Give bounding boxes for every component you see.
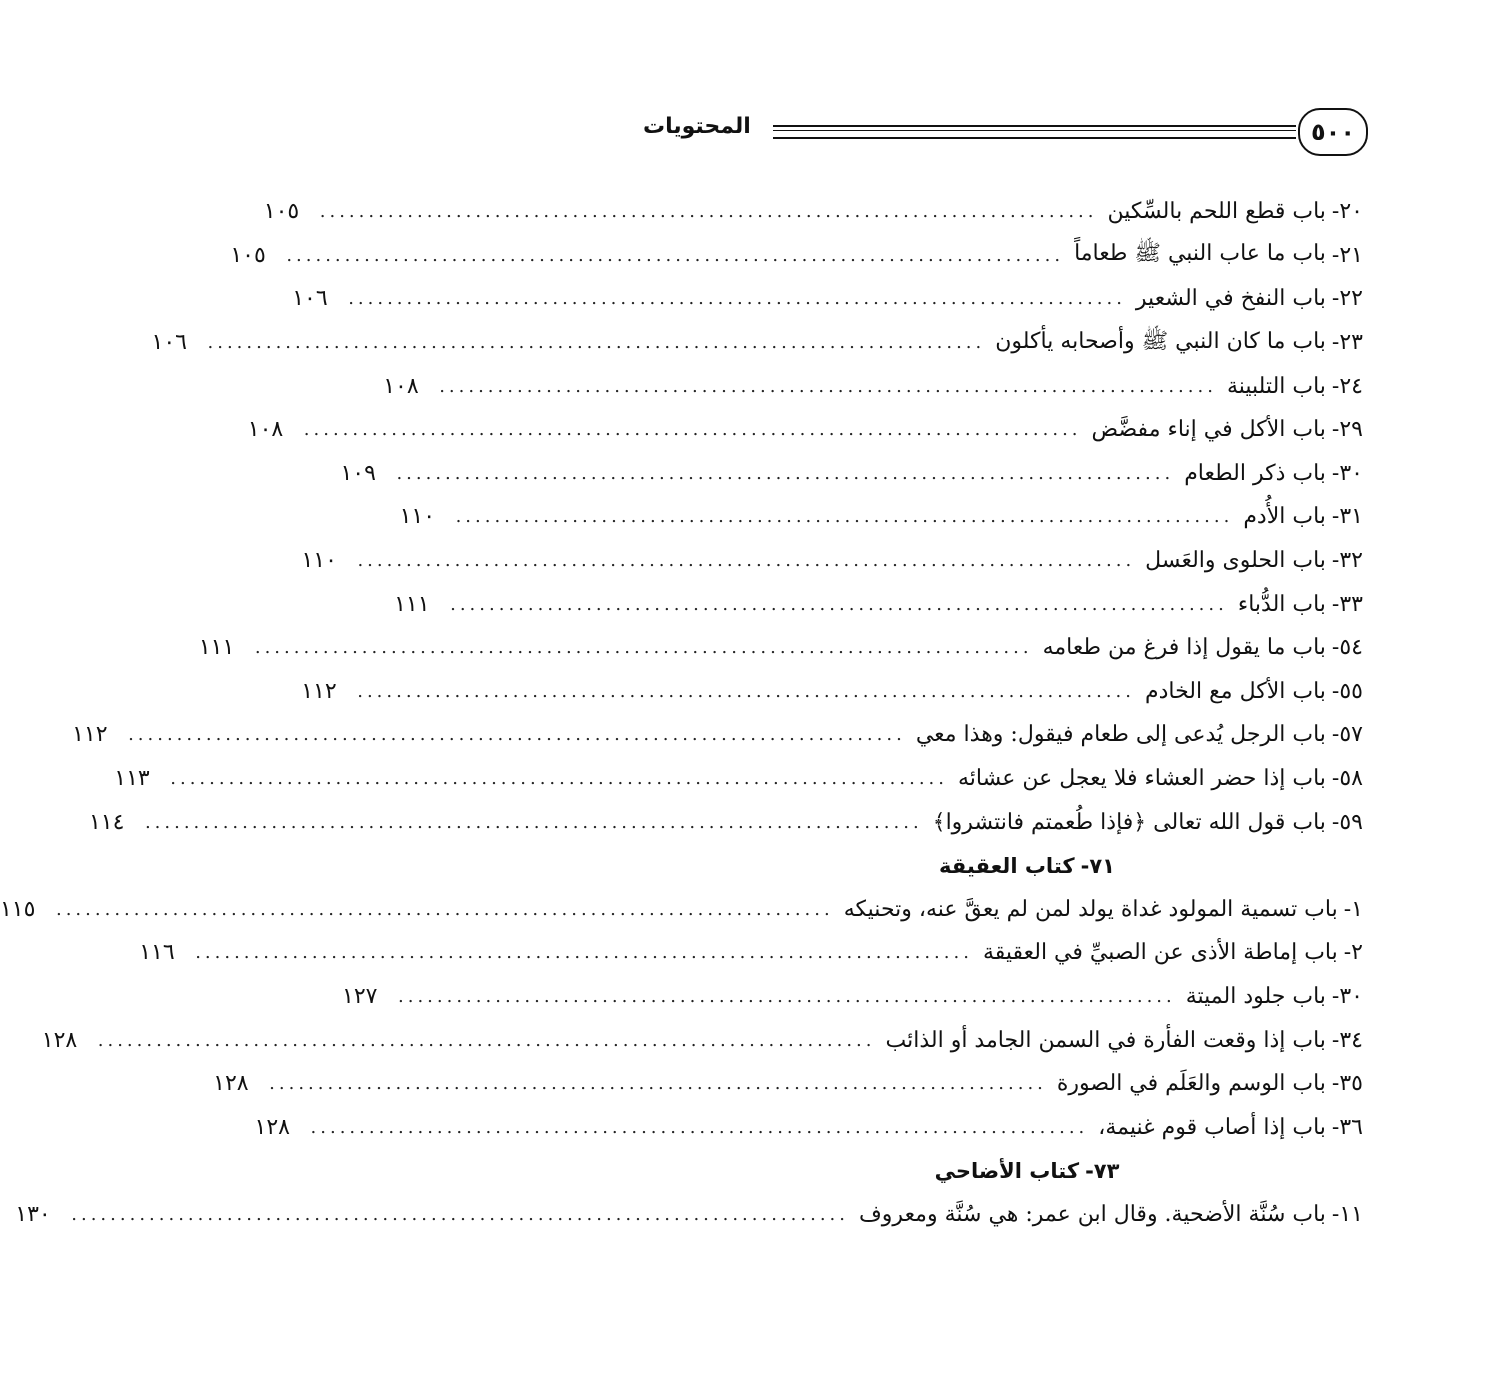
dot-leader: ................................................................................ bbox=[55, 898, 834, 920]
toc-entry[interactable] bbox=[15, 1193, 1363, 1237]
toc-entry[interactable] bbox=[254, 1105, 1363, 1149]
toc-entry[interactable] bbox=[340, 452, 1363, 496]
entry-title: باب إذا حضر العشاء فلا يعجل عن عشائه bbox=[958, 766, 1326, 792]
entry-title: باب الوسم والعَلَم في الصورة bbox=[1056, 1071, 1326, 1097]
entry-number: ٣١- bbox=[1331, 504, 1363, 530]
entry-number: ٢١- bbox=[1331, 242, 1363, 268]
entry-page-number: ١١١ bbox=[394, 591, 430, 617]
dot-leader: ................................................................................ bbox=[450, 593, 1228, 615]
toc-entry[interactable] bbox=[0, 888, 1363, 932]
toc-entry[interactable] bbox=[230, 234, 1363, 278]
toc-entry-text bbox=[276, 239, 1363, 271]
entry-number: ٢٤- bbox=[1331, 373, 1363, 399]
dot-leader: ................................................................................ bbox=[71, 1203, 849, 1225]
entry-page-number: ١٣٠ bbox=[15, 1201, 51, 1227]
entry-page-number: ١١٠ bbox=[399, 504, 436, 530]
section-heading bbox=[651, 844, 1363, 888]
entry-title: باب التلبينة bbox=[1226, 373, 1326, 399]
entry-number: ٣٤- bbox=[1331, 1027, 1363, 1053]
toc-entry[interactable] bbox=[247, 408, 1363, 452]
entry-title: باب الحلوى والعَسل bbox=[1145, 548, 1326, 574]
toc-entry-text bbox=[347, 548, 1363, 573]
toc-entry-text bbox=[440, 592, 1363, 617]
toc-entry-text bbox=[118, 722, 1363, 747]
entry-number: ٢٢- bbox=[1331, 286, 1363, 312]
dot-leader: ................................................................................ bbox=[310, 1116, 1089, 1138]
entry-title: باب الأكل في إناء مفضَّض bbox=[1091, 417, 1326, 443]
entry-title: باب النفخ في الشعير bbox=[1135, 286, 1326, 312]
entry-title: باب إذا وقعت الفأرة في السمن الجامد أو الذائب bbox=[885, 1027, 1326, 1053]
entry-number: ٣٦- bbox=[1331, 1114, 1363, 1140]
entry-page-number: ١٢٧ bbox=[342, 983, 378, 1009]
toc-entry[interactable] bbox=[263, 190, 1363, 234]
toc-entry[interactable] bbox=[394, 582, 1363, 626]
toc-entry[interactable] bbox=[88, 800, 1363, 844]
entry-page-number: ١١٣ bbox=[114, 766, 150, 792]
dot-leader: ................................................................................ bbox=[303, 419, 1082, 441]
header-title: المحتويات bbox=[643, 114, 751, 139]
entry-page-number: ١١٢ bbox=[72, 722, 108, 748]
entry-number: ٥٧- bbox=[1331, 722, 1363, 748]
toc-entry[interactable] bbox=[213, 1062, 1363, 1106]
entry-title: باب الأكل مع الخادم bbox=[1144, 678, 1326, 704]
toc-entry-text bbox=[388, 984, 1363, 1009]
dot-leader: ................................................................................ bbox=[357, 550, 1136, 572]
entry-title: باب قول الله تعالى ﴿فإذا طُعمتم فانتشروا﴾ bbox=[932, 809, 1326, 835]
dot-leader: ................................................................................ bbox=[195, 942, 973, 964]
dot-leader: ................................................................................ bbox=[97, 1029, 876, 1051]
entry-page-number: ١١٤ bbox=[88, 809, 125, 835]
page-number: ٥٠٠ bbox=[1298, 108, 1368, 156]
entry-number: ٢- bbox=[1343, 940, 1363, 966]
toc-entry-text bbox=[46, 897, 1363, 922]
entry-title: باب ذكر الطعام bbox=[1184, 460, 1326, 486]
dot-leader: ................................................................................ bbox=[319, 201, 1098, 223]
entry-page-number: ١٠٨ bbox=[383, 373, 419, 399]
dot-leader: ................................................................................ bbox=[207, 332, 986, 354]
entry-title: باب الأُدم bbox=[1243, 504, 1326, 530]
entry-title: باب الرجل يُدعى إلى طعام فيقول: وهذا معي bbox=[915, 722, 1326, 748]
toc-entry-text bbox=[61, 1202, 1363, 1227]
toc-entry-text bbox=[88, 1028, 1363, 1053]
entry-page-number: ١٠٥ bbox=[230, 242, 266, 268]
entry-number: ٥٥- bbox=[1331, 678, 1363, 704]
entry-page-number: ١٠٩ bbox=[340, 460, 376, 486]
dot-leader: ................................................................................ bbox=[286, 244, 1065, 266]
entry-title: باب الدُّباء bbox=[1237, 591, 1326, 617]
entry-page-number: ١١٥ bbox=[0, 896, 36, 922]
toc-entry[interactable] bbox=[383, 364, 1363, 408]
dot-leader: ................................................................................ bbox=[439, 375, 1217, 397]
section-number: ٧٣- bbox=[1085, 1158, 1120, 1183]
entry-page-number: ١١٢ bbox=[301, 678, 337, 704]
toc-entry[interactable] bbox=[114, 757, 1363, 801]
toc-entry-text bbox=[135, 810, 1363, 835]
toc-entry-text bbox=[198, 327, 1363, 359]
entry-page-number: ١١١ bbox=[198, 635, 235, 661]
table-of-contents bbox=[0, 190, 1363, 1236]
page-header bbox=[643, 108, 1368, 158]
toc-entry[interactable] bbox=[301, 670, 1363, 714]
toc-entry-text bbox=[245, 635, 1363, 660]
toc-entry[interactable] bbox=[41, 1018, 1363, 1062]
entry-page-number: ١٠٦ bbox=[292, 286, 328, 312]
entry-title: باب إذا أصاب قوم غنيمة، bbox=[1098, 1114, 1326, 1140]
toc-entry-text bbox=[338, 286, 1363, 311]
section-title: كتاب الأضاحي bbox=[934, 1158, 1080, 1183]
toc-entry-text bbox=[386, 461, 1363, 486]
header-rule bbox=[773, 125, 1296, 139]
toc-entry[interactable] bbox=[198, 626, 1363, 670]
toc-entry[interactable] bbox=[292, 277, 1363, 321]
entry-title: باب ما عاب النبي ﷺ طعاماً bbox=[1074, 241, 1326, 267]
toc-entry[interactable] bbox=[72, 713, 1363, 757]
entry-number: ٢٣- bbox=[1331, 330, 1363, 356]
dot-leader: ................................................................................ bbox=[357, 680, 1135, 702]
entry-number: ٣٠- bbox=[1331, 460, 1363, 486]
toc-entry-text bbox=[294, 417, 1363, 442]
toc-entry-text bbox=[160, 766, 1363, 791]
toc-entry[interactable] bbox=[399, 495, 1363, 539]
entry-title: باب قطع اللحم بالسِّكين bbox=[1107, 199, 1326, 225]
section-title: كتاب العقيقة bbox=[939, 853, 1075, 878]
dot-leader: ................................................................................ bbox=[398, 985, 1176, 1007]
toc-entry[interactable] bbox=[139, 931, 1363, 975]
dot-leader: ................................................................................ bbox=[254, 637, 1033, 659]
dot-leader: ................................................................................ bbox=[128, 724, 906, 746]
dot-leader: ................................................................................ bbox=[144, 811, 923, 833]
entry-page-number: ١١٦ bbox=[139, 940, 175, 966]
dot-leader: ................................................................................ bbox=[170, 768, 948, 790]
toc-entry[interactable] bbox=[342, 975, 1363, 1019]
entry-number: ٢٩- bbox=[1331, 417, 1363, 443]
dot-leader: ................................................................................ bbox=[269, 1073, 1047, 1095]
section-heading bbox=[651, 1149, 1363, 1193]
entry-number: ٢٠- bbox=[1331, 199, 1363, 225]
toc-entry-text bbox=[301, 1115, 1363, 1140]
entry-title: باب جلود الميتة bbox=[1185, 983, 1326, 1009]
entry-number: ٥٩- bbox=[1331, 809, 1363, 835]
entry-number: ٣٣- bbox=[1331, 591, 1363, 617]
entry-title: باب تسمية المولود غداة يولد لمن لم يعقَّ عنه، وتحنيكه bbox=[843, 896, 1338, 922]
dot-leader: ................................................................................ bbox=[348, 288, 1126, 310]
entry-page-number: ١٢٨ bbox=[213, 1071, 249, 1097]
toc-entry-text bbox=[347, 679, 1363, 704]
dot-leader: ................................................................................ bbox=[396, 462, 1175, 484]
toc-entry-text bbox=[446, 504, 1363, 529]
entry-page-number: ١٢٨ bbox=[254, 1114, 290, 1140]
entry-number: ٥٨- bbox=[1331, 766, 1363, 792]
entry-title: باب سُنَّة الأضحية. وقال ابن عمر: هي سُنَّة ومعروف bbox=[859, 1201, 1326, 1227]
toc-entry[interactable] bbox=[301, 539, 1363, 583]
toc-entry-text bbox=[259, 1071, 1363, 1096]
toc-entry-text bbox=[185, 940, 1363, 965]
entry-number: ٣٢- bbox=[1331, 548, 1363, 574]
section-number: ٧١- bbox=[1080, 853, 1115, 878]
entry-page-number: ١٢٨ bbox=[41, 1027, 78, 1053]
entry-title: باب إماطة الأذى عن الصبيِّ في العقيقة bbox=[982, 940, 1338, 966]
toc-entry[interactable] bbox=[151, 321, 1363, 365]
entry-number: ٣٥- bbox=[1331, 1071, 1363, 1097]
entry-page-number: ١٠٥ bbox=[263, 199, 300, 225]
entry-number: ١١- bbox=[1331, 1201, 1363, 1227]
entry-page-number: ١١٠ bbox=[301, 548, 337, 574]
toc-entry-text bbox=[310, 199, 1363, 224]
entry-page-number: ١٠٦ bbox=[151, 330, 187, 356]
entry-title: باب ما يقول إذا فرغ من طعامه bbox=[1042, 635, 1326, 661]
entry-number: ٥٤- bbox=[1331, 635, 1363, 661]
dot-leader: ................................................................................ bbox=[455, 506, 1234, 528]
entry-number: ١- bbox=[1343, 896, 1363, 922]
entry-number: ٣٠- bbox=[1331, 983, 1363, 1009]
toc-entry-text bbox=[429, 374, 1363, 399]
entry-page-number: ١٠٨ bbox=[247, 417, 284, 443]
entry-title: باب ما كان النبي ﷺ وأصحابه يأكلون bbox=[995, 328, 1326, 354]
